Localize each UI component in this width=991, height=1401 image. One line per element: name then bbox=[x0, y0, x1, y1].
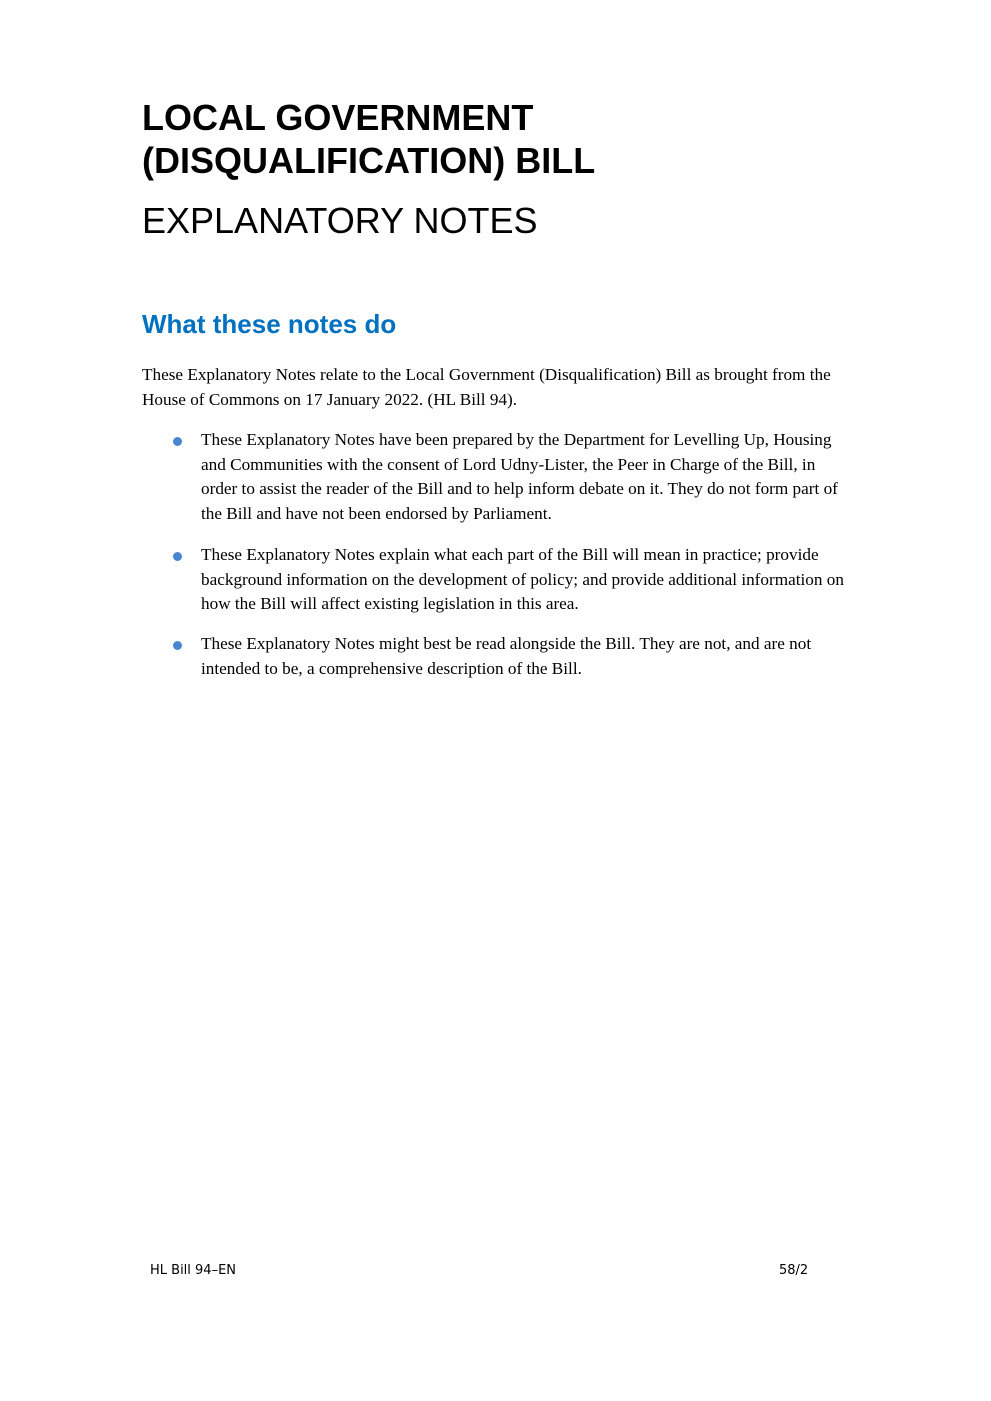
text-line: how the Bill will affect existing legislation in this area. bbox=[201, 594, 579, 614]
bullet-icon bbox=[173, 552, 182, 561]
footer-page-code: 58/2 bbox=[779, 1263, 809, 1278]
document-title bbox=[142, 96, 595, 182]
text-line: These Explanatory Notes might best be read alongside the Bill. They are not, and are not bbox=[201, 634, 812, 653]
text-line: These Explanatory Notes have been prepared by the Department for Levelling Up, Housing bbox=[201, 430, 832, 449]
text-line: background information on the development of policy; and provide additional information on bbox=[201, 569, 844, 589]
bullet-item bbox=[201, 428, 838, 527]
bullet-icon bbox=[173, 437, 182, 446]
bullet-item bbox=[201, 543, 844, 617]
title-line: (DISQUALIFICATION) BILL bbox=[142, 140, 596, 181]
text-line: House of Commons on 17 January 2022. (HL Bill 94). bbox=[142, 389, 518, 409]
title-line: LOCAL GOVERNMENT bbox=[142, 97, 534, 138]
text-line: the Bill and have not been endorsed by Parliament. bbox=[201, 504, 552, 524]
text-line: These Explanatory Notes explain what each part of the Bill will mean in practice; provide bbox=[201, 545, 819, 564]
text-line: order to assist the reader of the Bill and to help inform debate on it. They do not form part of bbox=[201, 479, 838, 499]
text-line: intended to be, a comprehensive description of the Bill. bbox=[201, 658, 582, 678]
text-line: and Communities with the consent of Lord Udny-Lister, the Peer in Charge of the Bill, in bbox=[201, 454, 816, 474]
section-heading: What these notes do bbox=[142, 309, 397, 339]
footer-bill-reference: HL Bill 94–EN bbox=[150, 1263, 237, 1278]
bullet-item bbox=[201, 632, 811, 681]
bullet-icon bbox=[173, 641, 182, 650]
document-subtitle: EXPLANATORY NOTES bbox=[142, 200, 538, 241]
intro-paragraph bbox=[142, 363, 831, 412]
text-line: These Explanatory Notes relate to the Local Government (Disqualification) Bill as brought from the bbox=[142, 365, 831, 384]
